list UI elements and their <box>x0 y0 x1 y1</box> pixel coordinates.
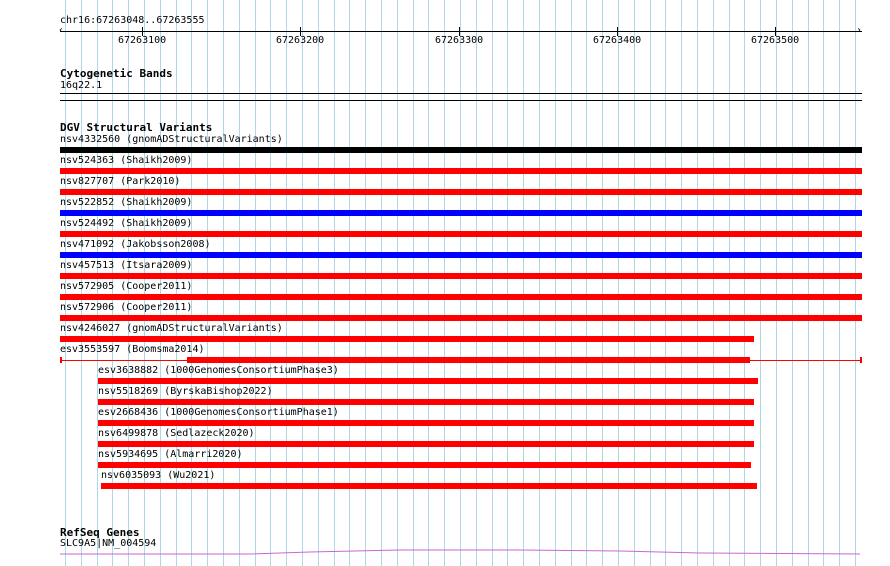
variant-endpoint[interactable] <box>860 357 862 363</box>
ruler-left-arrow-icon[interactable]: ‹ <box>58 25 65 36</box>
variant-label[interactable]: nsv471092 (Jakobsson2008) <box>60 239 211 250</box>
variant-bar[interactable] <box>60 189 862 195</box>
variant-bar[interactable] <box>60 315 862 321</box>
variant-bar[interactable] <box>98 462 751 468</box>
variant-label[interactable]: nsv524363 (Shaikh2009) <box>60 155 193 166</box>
ruler-tick-label: 67263400 <box>593 35 642 46</box>
ruler-tick-label: 67263100 <box>118 35 167 46</box>
variant-label[interactable]: esv3553597 (Boomsma2014) <box>60 344 205 355</box>
cytoband-bar-top <box>60 93 862 94</box>
ruler-right-arrow-icon[interactable]: › <box>856 25 863 36</box>
ruler-tick-label: 67263200 <box>276 35 325 46</box>
variant-bar[interactable] <box>60 147 862 153</box>
refseq-gene-label[interactable]: SLC9A5|NM_004594 <box>60 538 157 549</box>
ruler-tick-label: 67263500 <box>751 35 800 46</box>
variant-bar[interactable] <box>101 483 757 489</box>
variant-label[interactable]: nsv6035093 (Wu2021) <box>101 470 216 481</box>
variant-label[interactable]: nsv6499878 (Sedlazeck2020) <box>98 428 255 439</box>
variant-label[interactable]: nsv5518269 (ByrskaBishop2022) <box>98 386 273 397</box>
location-label: chr16:67263048..67263555 <box>60 15 205 26</box>
variant-bar[interactable] <box>60 252 862 258</box>
cytoband-bar-bottom <box>60 100 862 101</box>
variant-endpoint[interactable] <box>60 357 62 363</box>
variant-label[interactable]: nsv572905 (Cooper2011) <box>60 281 193 292</box>
variant-label[interactable]: nsv5934695 (Almarri2020) <box>98 449 243 460</box>
variant-label[interactable]: esv3638882 (1000GenomesConsortiumPhase3) <box>98 365 339 376</box>
variant-bar[interactable] <box>98 420 754 426</box>
variant-bar[interactable] <box>60 168 862 174</box>
variant-label[interactable]: nsv4246027 (gnomADStructuralVariants) <box>60 323 283 334</box>
dgv-track-title: DGV Structural Variants <box>60 121 213 134</box>
variant-label[interactable]: esv2668436 (1000GenomesConsortiumPhase1) <box>98 407 339 418</box>
refseq-gene-line[interactable] <box>0 545 890 560</box>
variant-label[interactable]: nsv572906 (Cooper2011) <box>60 302 193 313</box>
refseq-track-title: RefSeq Genes <box>60 526 140 539</box>
variant-label[interactable]: nsv457513 (Itsara2009) <box>60 260 193 271</box>
variant-bar[interactable] <box>98 399 754 405</box>
variant-label[interactable]: nsv4332560 (gnomADStructuralVariants) <box>60 134 283 145</box>
variant-bar[interactable] <box>187 357 750 363</box>
variant-bar[interactable] <box>60 231 862 237</box>
cytoband-track-title: Cytogenetic Bands <box>60 67 173 80</box>
variant-bar[interactable] <box>60 273 862 279</box>
variant-label[interactable]: nsv524492 (Shaikh2009) <box>60 218 193 229</box>
variant-label[interactable]: nsv827707 (Park2010) <box>60 176 181 187</box>
variant-bar[interactable] <box>98 378 758 384</box>
variant-bar[interactable] <box>60 336 754 342</box>
variant-bar[interactable] <box>60 294 862 300</box>
variant-bar[interactable] <box>98 441 754 447</box>
cytoband-label: 16q22.1 <box>60 80 103 91</box>
variant-label[interactable]: nsv522852 (Shaikh2009) <box>60 197 193 208</box>
ruler-tick-label: 67263300 <box>435 35 484 46</box>
variant-bar[interactable] <box>60 210 862 216</box>
ruler-axis <box>60 31 862 32</box>
